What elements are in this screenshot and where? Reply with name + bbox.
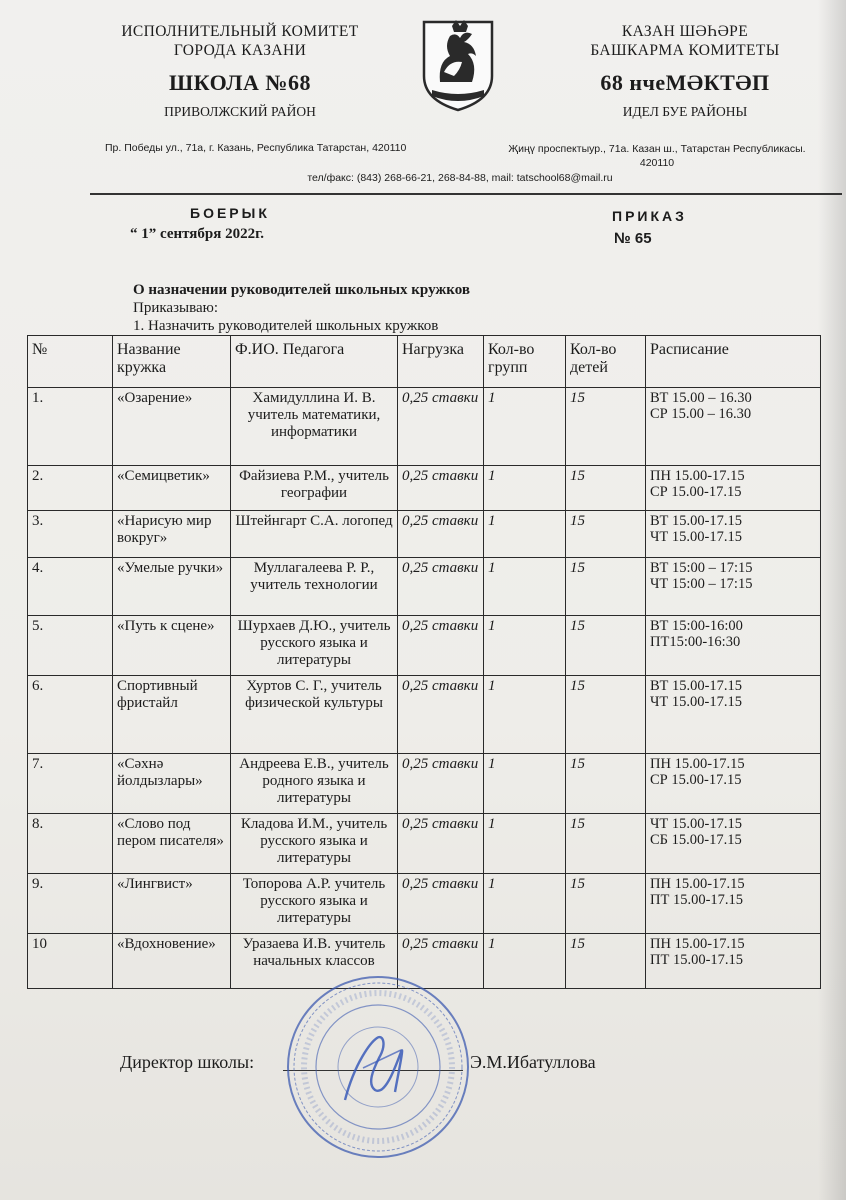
prikaz-label: ПРИКАЗ [612, 208, 687, 224]
header-right-line2: БАШКАРМА КОМИТЕТЫ [590, 42, 780, 60]
row-name: «Семицветик» [113, 466, 231, 511]
row-kids: 15 [566, 466, 646, 511]
row-name: «Лингвист» [113, 874, 231, 934]
row-groups: 1 [484, 874, 566, 934]
row-teacher: Файзиева Р.М., учитель географии [231, 466, 398, 511]
order-title: О назначении руководителей школьных кружков [133, 282, 470, 298]
table-row [28, 466, 821, 511]
header-right-school: 68 нчеМӘКТӘП [600, 69, 770, 95]
schedule-line: ВТ 15:00-16:00 [650, 618, 743, 634]
row-load: 0,25 ставки [398, 676, 484, 754]
row-name: «Вдохновение» [113, 934, 231, 989]
table-row [28, 754, 821, 814]
row-groups: 1 [484, 466, 566, 511]
kazan-coat-of-arms-icon [420, 16, 496, 112]
header-groups: Кол-во групп [484, 336, 566, 388]
row-load: 0,25 ставки [398, 466, 484, 511]
row-kids: 15 [566, 814, 646, 874]
schedule-line: ПН 15.00-17.15 [650, 936, 745, 952]
schedule-line: ПН 15.00-17.15 [650, 876, 745, 892]
row-load: 0,25 ставки [398, 388, 484, 466]
header-name: Название кружка [113, 336, 231, 388]
row-schedule [646, 558, 821, 616]
order-verb: Приказываю: [133, 300, 218, 316]
row-name: «Нарисую мир вокруг» [113, 511, 231, 558]
row-kids: 15 [566, 754, 646, 814]
row-name: «Умелые ручки» [113, 558, 231, 616]
header-divider [90, 193, 842, 195]
row-groups: 1 [484, 616, 566, 676]
table-row [28, 874, 821, 934]
row-name: «Путь к сцене» [113, 616, 231, 676]
row-num: 1. [28, 388, 113, 466]
table-row [28, 511, 821, 558]
row-teacher: Шурхаев Д.Ю., учитель русского языка и литературы [231, 616, 398, 676]
header-left-line1: ИСПОЛНИТЕЛЬНЫЙ КОМИТЕТ [121, 23, 359, 40]
header-teacher: Ф.ИО. Педагога [231, 336, 398, 388]
row-kids: 15 [566, 388, 646, 466]
row-load: 0,25 ставки [398, 874, 484, 934]
row-teacher: Хуртов С. Г., учитель физической культуры [231, 676, 398, 754]
prikaz-number: № 65 [614, 230, 652, 247]
row-load: 0,25 ставки [398, 754, 484, 814]
boeryk-label: БОЕРЫК [190, 205, 270, 221]
schedule-line: ВТ 15.00 – 16.30 [650, 390, 752, 406]
row-groups: 1 [484, 814, 566, 874]
schedule-line: СР 15.00-17.15 [650, 484, 742, 501]
row-teacher: Уразаева И.В. учитель начальных классов [231, 934, 398, 989]
row-kids: 15 [566, 558, 646, 616]
address-left: Пр. Победы ул., 71а, г. Казань, Республика Татарстан, 420110 [105, 142, 407, 154]
row-kids: 15 [566, 676, 646, 754]
row-name: «Сәхнә йолдызлары» [113, 754, 231, 814]
schedule-line: СР 15.00-17.15 [650, 772, 742, 789]
row-kids: 15 [566, 934, 646, 989]
schedule-line: ПН 15.00-17.15 [650, 756, 745, 772]
row-teacher: Хамидуллина И. В. учитель математики, информатики [231, 388, 398, 466]
row-load: 0,25 ставки [398, 558, 484, 616]
row-groups: 1 [484, 558, 566, 616]
order-date: “ 1” сентября 2022г. [130, 226, 265, 242]
row-schedule [646, 754, 821, 814]
schedule-line: ЧТ 15.00-17.15 [650, 529, 742, 546]
row-schedule [646, 934, 821, 989]
contacts: тел/факс: (843) 268-66-21, 268-84-88, mail: tatschool68@mail.ru [307, 172, 613, 184]
round-school-stamp-icon [283, 972, 473, 1162]
schedule-line: ПТ15:00-16:30 [650, 634, 741, 651]
row-schedule [646, 874, 821, 934]
schedule-line: ПТ 15.00-17.15 [650, 952, 744, 969]
header-right [560, 22, 810, 121]
table-row [28, 388, 821, 466]
schedule-line: ВТ 15.00-17.15 [650, 678, 743, 694]
header-num: № [28, 336, 113, 388]
row-num: 5. [28, 616, 113, 676]
header-right-line1: КАЗАН ШӘҺӘРЕ [621, 23, 749, 40]
order-item: 1. Назначить руководителей школьных кружков [133, 318, 439, 334]
row-num: 4. [28, 558, 113, 616]
header-left-district: ПРИВОЛЖСКИЙ РАЙОН [164, 104, 316, 120]
row-schedule [646, 616, 821, 676]
schedule-line: ПН 15.00-17.15 [650, 468, 745, 484]
schedule-line: ВТ 15.00-17.15 [650, 513, 743, 529]
director-label: Директор школы: [120, 1052, 255, 1072]
row-num: 3. [28, 511, 113, 558]
header-right-district: ИДЕЛ БУЕ РАЙОНЫ [622, 104, 748, 120]
row-num: 8. [28, 814, 113, 874]
row-kids: 15 [566, 511, 646, 558]
table-row [28, 676, 821, 754]
row-groups: 1 [484, 754, 566, 814]
row-num: 7. [28, 754, 113, 814]
row-load: 0,25 ставки [398, 511, 484, 558]
row-name: «Озарение» [113, 388, 231, 466]
table-row [28, 616, 821, 676]
table-row [28, 558, 821, 616]
row-groups: 1 [484, 511, 566, 558]
header-left-school: ШКОЛА №68 [169, 69, 311, 95]
row-load: 0,25 ставки [398, 934, 484, 989]
row-teacher: Кладова И.М., учитель русского языка и литературы [231, 814, 398, 874]
row-kids: 15 [566, 874, 646, 934]
clubs-table [27, 335, 821, 989]
row-schedule [646, 388, 821, 466]
row-groups: 1 [484, 388, 566, 466]
row-teacher: Топорова А.Р. учитель русского языка и литературы [231, 874, 398, 934]
row-load: 0,25 ставки [398, 814, 484, 874]
header-left-line2: ГОРОДА КАЗАНИ [173, 42, 307, 60]
header-load: Нагрузка [398, 336, 484, 388]
table-header-row [28, 336, 821, 388]
header-left [100, 22, 380, 121]
row-teacher: Андреева Е.В., учитель родного языка и литературы [231, 754, 398, 814]
address-right-line1: Җиңү проспектыур., 71а. Казан ш., Татарстан Республикасы. [508, 143, 806, 155]
row-groups: 1 [484, 934, 566, 989]
row-num: 6. [28, 676, 113, 754]
address-right [487, 142, 827, 170]
header-kids: Кол-во детей [566, 336, 646, 388]
address-right-line2: 420110 [639, 157, 675, 170]
row-name: Спортивный фристайл [113, 676, 231, 754]
schedule-line: СР 15.00 – 16.30 [650, 406, 752, 423]
row-groups: 1 [484, 676, 566, 754]
row-schedule [646, 814, 821, 874]
row-kids: 15 [566, 616, 646, 676]
schedule-line: ЧТ 15.00-17.15 [650, 816, 742, 832]
row-num: 2. [28, 466, 113, 511]
header-schedule: Расписание [646, 336, 821, 388]
table-row [28, 814, 821, 874]
schedule-line: ЧТ 15:00 – 17:15 [650, 576, 753, 593]
schedule-line: СБ 15.00-17.15 [650, 832, 742, 849]
row-teacher: Штейнгарт С.А. логопед [231, 511, 398, 558]
row-teacher: Муллагалеева Р. Р., учитель технологии [231, 558, 398, 616]
schedule-line: ПТ 15.00-17.15 [650, 892, 744, 909]
director-name: Э.М.Ибатуллова [470, 1052, 596, 1072]
schedule-line: ЧТ 15.00-17.15 [650, 694, 742, 711]
row-num: 9. [28, 874, 113, 934]
schedule-line: ВТ 15:00 – 17:15 [650, 560, 753, 576]
row-schedule [646, 466, 821, 511]
row-name: «Слово под пером писателя» [113, 814, 231, 874]
row-schedule [646, 676, 821, 754]
row-schedule [646, 511, 821, 558]
page-shadow [818, 0, 846, 1200]
row-load: 0,25 ставки [398, 616, 484, 676]
row-num: 10 [28, 934, 113, 989]
